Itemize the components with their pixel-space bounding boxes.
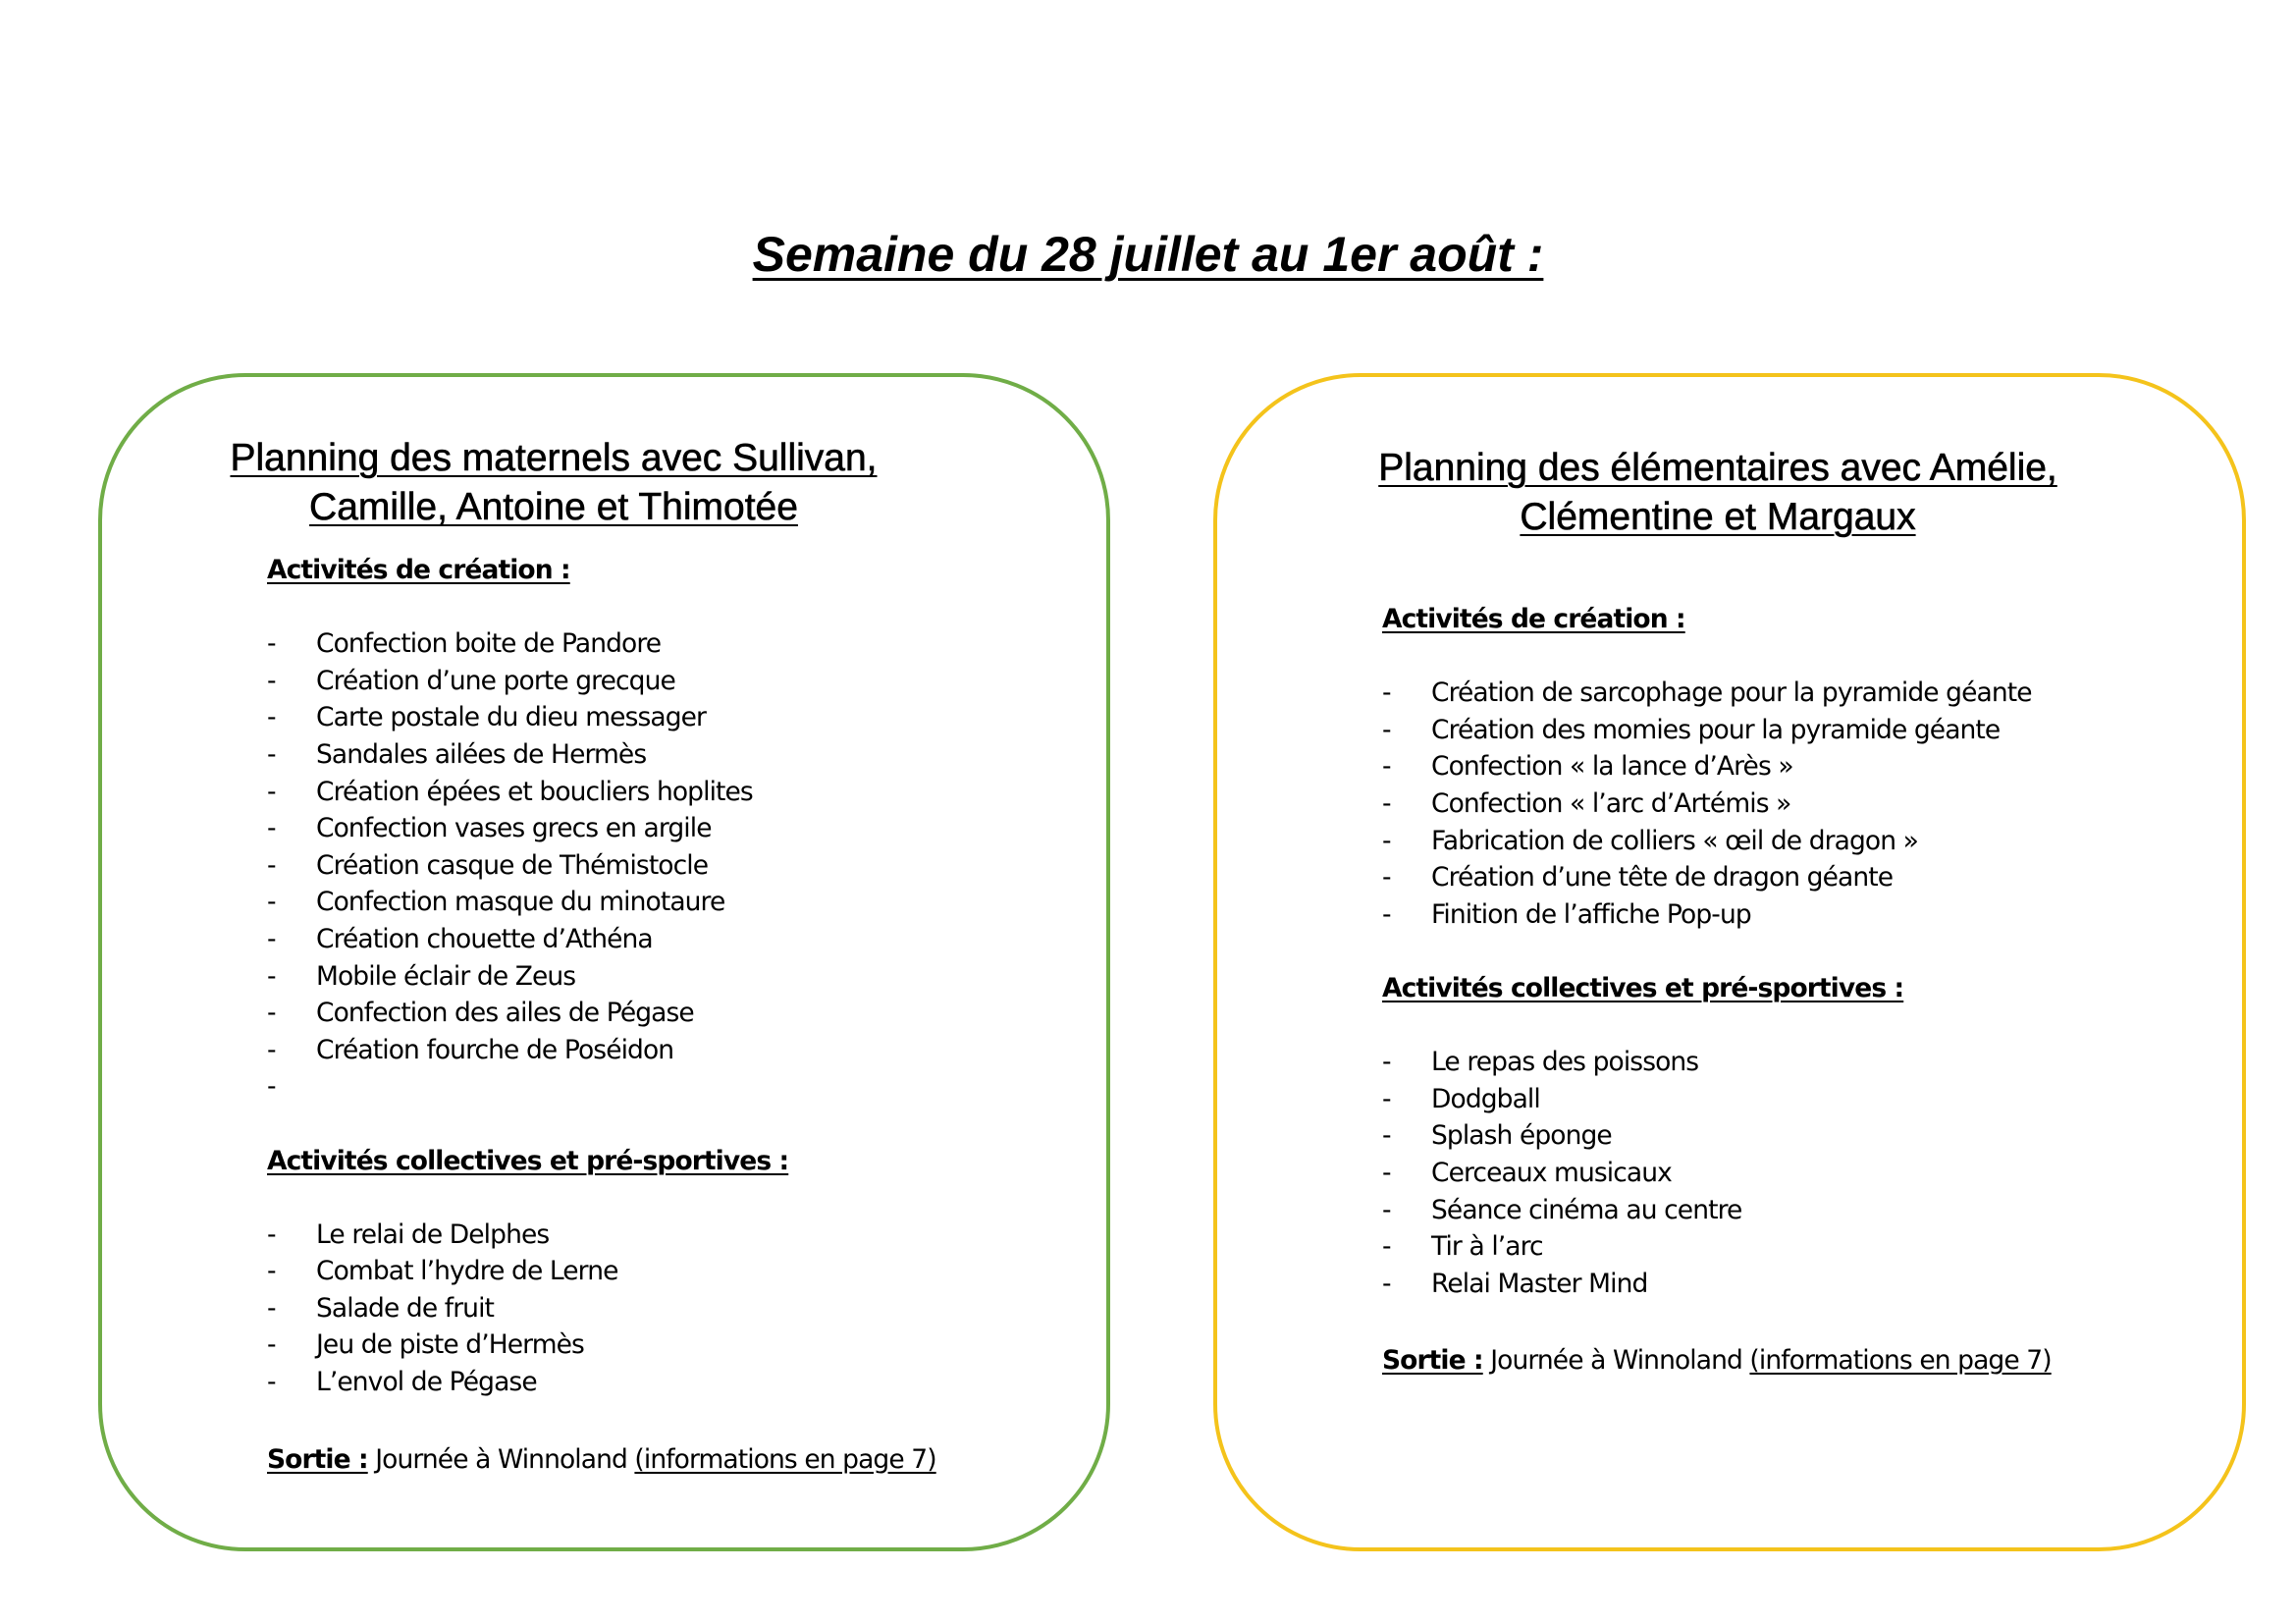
maternels-collective-heading: Activités collectives et pré-sportives : (267, 1145, 789, 1176)
list-item: - Création des momies pour la pyramide géante (1382, 712, 2052, 749)
list-item: - Séance cinéma au centre (1382, 1192, 2052, 1229)
list-dash: - (267, 887, 276, 918)
list-dash: - (267, 1071, 276, 1103)
maternels-title-line-2: Camille, Antoine et Thimotée (309, 486, 798, 528)
list-dash: - (267, 1329, 276, 1361)
list-dash: - (1382, 1194, 1391, 1225)
list-dash: - (267, 1256, 276, 1287)
list-item: - Finition de l’affiche Pop-up (1382, 896, 2052, 934)
sortie-info-link[interactable]: (informations en page 7) (634, 1443, 936, 1475)
list-item: - Confection « l’arc d’Artémis » (1382, 785, 2052, 823)
list-item: - Tir à l’arc (1382, 1228, 2052, 1266)
list-dash: - (267, 628, 276, 660)
list-item: - Dodgball (1382, 1081, 2052, 1118)
list-item (267, 1068, 936, 1106)
list-item: - Splash éponge (1382, 1117, 2052, 1155)
list-dash: - (1382, 825, 1391, 856)
sortie-text: Journée à Winnoland (367, 1443, 635, 1475)
sortie-label: Sortie : (1382, 1345, 1483, 1377)
sortie-info-link[interactable]: (informations en page 7) (1749, 1345, 2052, 1377)
list-dash: - (267, 776, 276, 807)
list-item: - Confection des ailes de Pégase (267, 995, 936, 1032)
elementaires-planning-panel (1213, 373, 2246, 1551)
elementaires-creation-heading: Activités de création : (1382, 604, 1685, 634)
list-dash: - (1382, 898, 1391, 930)
maternels-sortie (267, 1441, 936, 1479)
sortie-text: Journée à Winnoland (1482, 1345, 1750, 1377)
list-dash: - (267, 1218, 276, 1250)
maternels-title-line-1: Planning des maternels avec Sullivan, (230, 437, 878, 479)
list-dash: - (267, 1034, 276, 1065)
maternels-planning-panel (98, 373, 1110, 1551)
list-item: - Création d’une porte grecque (267, 663, 936, 700)
list-dash: - (1382, 1157, 1391, 1188)
list-dash: - (1382, 787, 1391, 819)
elementaires-panel-title (1360, 444, 2076, 542)
list-item: - Cerceaux musicaux (1382, 1155, 2052, 1192)
list-dash: - (267, 998, 276, 1029)
list-item: - Fabrication de colliers « œil de dragon » (1382, 823, 2052, 860)
elementaires-title-line-1: Planning des élémentaires avec Amélie, (1378, 447, 2057, 489)
list-item: - Le repas des poissons (1382, 1044, 2052, 1081)
elementaires-collective-heading: Activités collectives et pré-sportives : (1382, 972, 1904, 1003)
list-item: - Combat l’hydre de Lerne (267, 1253, 936, 1290)
list-item: - Carte postale du dieu messager (267, 699, 936, 736)
page-title: Semaine du 28 juillet au 1er août : (752, 227, 1544, 282)
list-item: - Création chouette d’Athéna (267, 921, 936, 958)
maternels-creation-list (267, 625, 936, 1106)
list-dash: - (267, 849, 276, 881)
list-item: - Création épées et boucliers hoplites (267, 774, 936, 811)
list-dash: - (267, 738, 276, 770)
list-dash: - (1382, 1083, 1391, 1114)
list-item: - Création de sarcophage pour la pyramide géante (1382, 675, 2052, 712)
elementaires-creation-list (1382, 675, 2052, 933)
list-item: - Confection « la lance d’Arès » (1382, 748, 2052, 785)
list-item: - Confection masque du minotaure (267, 884, 936, 921)
list-dash: - (267, 1367, 276, 1398)
elementaires-sortie (1382, 1342, 2052, 1380)
list-dash: - (267, 813, 276, 844)
list-dash: - (1382, 1120, 1391, 1152)
list-item: - Création d’une tête de dragon géante (1382, 859, 2052, 896)
sortie-label: Sortie : (267, 1443, 368, 1475)
list-dash: - (267, 960, 276, 992)
list-dash: - (1382, 714, 1391, 745)
list-dash: - (267, 702, 276, 733)
list-item: - Le relai de Delphes (267, 1217, 936, 1254)
list-dash: - (1382, 677, 1391, 709)
elementaires-content (1382, 601, 2052, 1380)
list-dash: - (267, 1292, 276, 1324)
list-dash: - (1382, 1268, 1391, 1299)
elementaires-title-line-2: Clémentine et Margaux (1520, 496, 1916, 538)
list-item: - Création fourche de Poséidon (267, 1032, 936, 1069)
list-dash: - (267, 665, 276, 696)
maternels-collective-list (267, 1217, 936, 1401)
list-item: - Salade de fruit (267, 1290, 936, 1327)
list-dash: - (1382, 862, 1391, 893)
list-item: - Confection vases grecs en argile (267, 810, 936, 847)
list-dash: - (1382, 1047, 1391, 1078)
list-dash: - (1382, 1231, 1391, 1263)
maternels-creation-heading: Activités de création : (267, 555, 570, 585)
list-item: - Relai Master Mind (1382, 1266, 2052, 1303)
list-item: - Mobile éclair de Zeus (267, 958, 936, 996)
maternels-panel-title (210, 434, 897, 532)
maternels-content (267, 552, 936, 1478)
elementaires-collective-list (1382, 1044, 2052, 1302)
list-item: - Jeu de piste d’Hermès (267, 1326, 936, 1364)
list-dash: - (1382, 751, 1391, 783)
list-item: - L’envol de Pégase (267, 1364, 936, 1401)
list-item: - Confection boite de Pandore (267, 625, 936, 663)
list-item: - Sandales ailées de Hermès (267, 736, 936, 774)
list-item: - Création casque de Thémistocle (267, 847, 936, 885)
list-dash: - (267, 923, 276, 954)
